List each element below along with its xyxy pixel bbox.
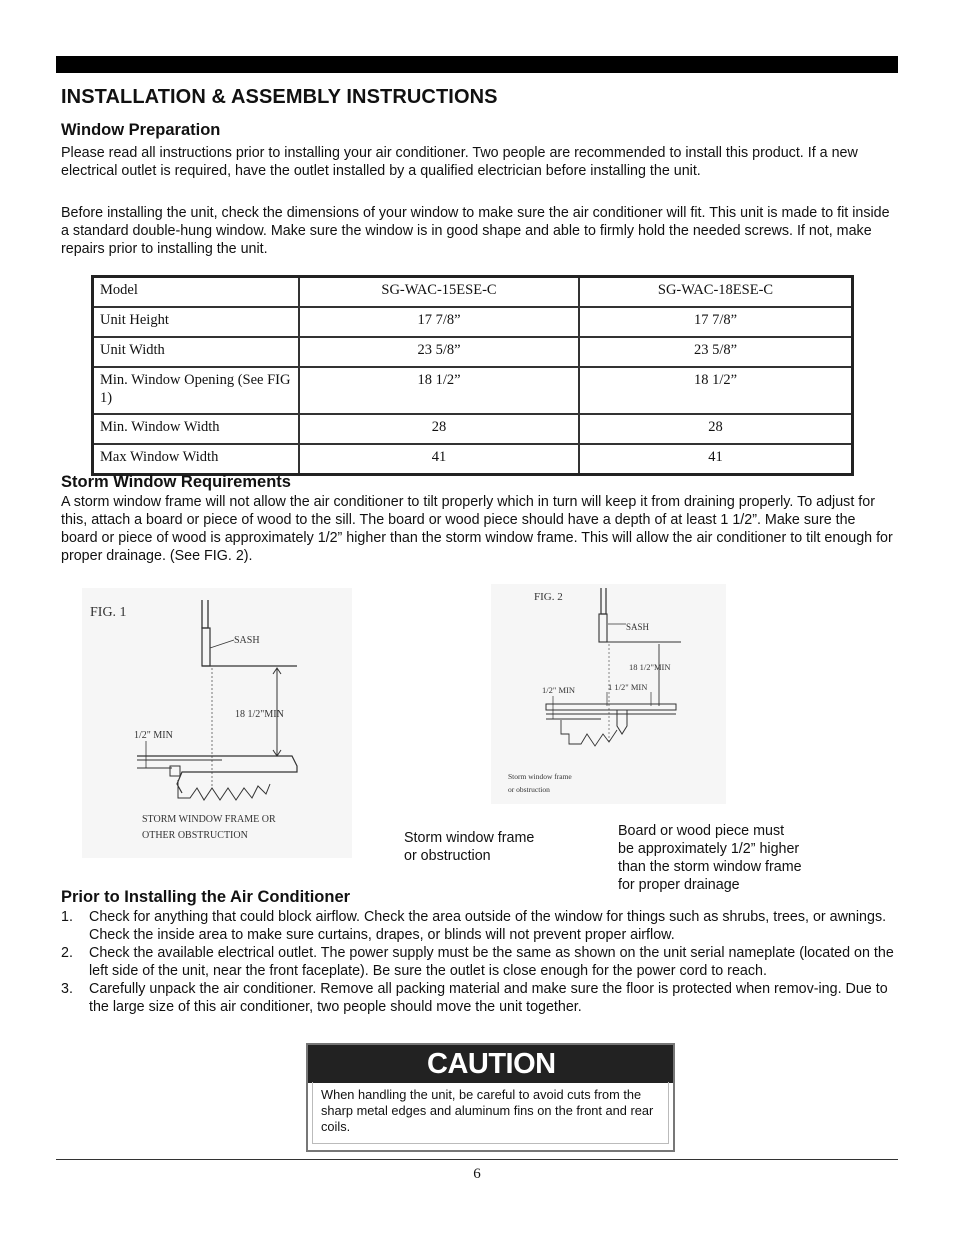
step-text: Carefully unpack the air conditioner. Remove all packing material and make sure the floor is protected when remov-ing. Due to the large size of this air conditioner, two people should move the unit together. (89, 981, 888, 1015)
table-cell: 17 7/8” (299, 307, 579, 337)
prior-heading: Prior to Installing the Air Conditioner (61, 888, 351, 906)
table-cell: Max Window Width (93, 444, 300, 475)
table-cell: SG-WAC-15ESE-C (299, 277, 579, 308)
page-title: INSTALLATION & ASSEMBLY INSTRUCTIONS (61, 86, 498, 108)
footer-rule (56, 1159, 898, 1160)
storm-heading: Storm Window Requirements (61, 473, 291, 491)
fig2-frame-line2: or obstruction (508, 785, 550, 794)
table-row (93, 414, 853, 444)
caution-text: When handling the unit, be careful to avoid cuts from the sharp metal edges and aluminum fins on the front and rear coils. (321, 1087, 654, 1134)
window-prep-para2: Before installing the unit, check the dimensions of your window to make sure the air conditioner will fit. This unit is made to fit inside a standard double-hung window. Make sure the window is in good shape and able to firmly hold the needed screws. If not, make repairs prior to installing the unit. (61, 205, 890, 257)
fig2-label: FIG. 2 (534, 591, 563, 603)
sash-shape (599, 614, 607, 642)
fig2-sash-label: SASH (626, 622, 650, 632)
fig2-diagram (491, 584, 726, 804)
fig1-frame-line2: OTHER OBSTRUCTION (142, 830, 248, 841)
caption-line: be approximately 1/2” higher (618, 841, 800, 857)
fig1-sash-label: SASH (234, 635, 260, 646)
fig2-frame-line1: Storm window frame (508, 772, 572, 781)
fig1-diagram (82, 588, 352, 858)
fig1-frame-line1: STORM WINDOW FRAME OR (142, 814, 276, 825)
table-cell: Min. Window Width (93, 414, 300, 444)
caption-line: for proper drainage (618, 877, 740, 893)
caution-title: CAUTION (308, 1045, 673, 1083)
wall-break-shape (561, 720, 617, 746)
table-cell: 41 (579, 444, 853, 475)
table-cell: 41 (299, 444, 579, 475)
sill-shape (137, 756, 297, 793)
caption-line: than the storm window frame (618, 859, 802, 875)
list-item (61, 980, 899, 1016)
list-item (61, 908, 899, 944)
step-number: 2. (61, 945, 73, 961)
fig2-dim-label: 18 1/2"MIN (629, 662, 671, 672)
fig1-label: FIG. 1 (90, 605, 127, 620)
caption-line: or obstruction (404, 848, 491, 864)
board-shape (546, 704, 676, 710)
caution-box (306, 1043, 675, 1152)
fig2-depth-label: 1 1/2" MIN (608, 682, 648, 692)
table-cell: Unit Width (93, 337, 300, 367)
table-cell: Min. Window Opening (See FIG 1) (93, 367, 300, 414)
storm-frame-caption (404, 829, 534, 865)
step-number: 1. (61, 909, 73, 925)
table-row (93, 337, 853, 367)
leader-line (210, 640, 234, 648)
table-row (93, 444, 853, 475)
table-row (93, 367, 853, 414)
sash-shape (601, 588, 606, 614)
table-cell: 23 5/8” (579, 337, 853, 367)
table-cell: 28 (299, 414, 579, 444)
sash-shape (202, 628, 210, 666)
wall-break-shape (178, 780, 270, 800)
step-number: 3. (61, 981, 73, 997)
sash-shape (202, 600, 208, 628)
fig2-half-label: 1/2" MIN (542, 685, 575, 695)
spec-table (91, 275, 854, 476)
board-caption (618, 822, 802, 894)
table-row (93, 307, 853, 337)
storm-para: A storm window frame will not allow the air conditioner to tilt properly which in turn will keep it from draining properly. To adjust for this, attach a board or piece of wood to the sill. The board or wood piece should have a depth of at least 1 1/2”. Make sure the board or piece of wood is approximately 1/2” higher than the storm window frame. This will allow the air conditioner to tilt enough for proper drainage. (See FIG. 2). (61, 494, 893, 564)
fig1-half-label: 1/2" MIN (134, 730, 173, 741)
step-text: Check the available electrical outlet. The power supply must be the same as shown on the unit serial nameplate (located on the left side of the unit, near the front faceplate). Be sure the outlet is close enough for the power cord to reach. (89, 945, 894, 979)
window-prep-heading: Window Preparation (61, 121, 221, 139)
caption-line: Board or wood piece must (618, 823, 785, 839)
table-cell: 18 1/2” (299, 367, 579, 414)
window-prep-para1: Please read all instructions prior to installing your air conditioner. Two people are recommended to install this product. If a new electrical outlet is required, have the outlet installed by a qualified electrician before installing the unit. (61, 145, 858, 179)
page-number: 6 (473, 1166, 481, 1182)
header-rule (56, 56, 898, 73)
fig1-dim-label: 18 1/2"MIN (235, 709, 284, 720)
table-cell: Model (93, 277, 300, 308)
table-cell: SG-WAC-18ESE-C (579, 277, 853, 308)
table-cell: 18 1/2” (579, 367, 853, 414)
list-item (61, 944, 899, 980)
table-cell: 17 7/8” (579, 307, 853, 337)
step-text: Check for anything that could block airflow. Check the area outside of the window for things such as shrubs, trees, or awnings. Check the inside area to make sure curtains, drapes, or blinds will not prevent proper airflow. (89, 909, 887, 943)
table-cell: Unit Height (93, 307, 300, 337)
prior-steps-list (61, 908, 899, 1016)
table-row (93, 277, 853, 308)
table-cell: 23 5/8” (299, 337, 579, 367)
table-cell: 28 (579, 414, 853, 444)
caption-line: Storm window frame (404, 830, 535, 846)
